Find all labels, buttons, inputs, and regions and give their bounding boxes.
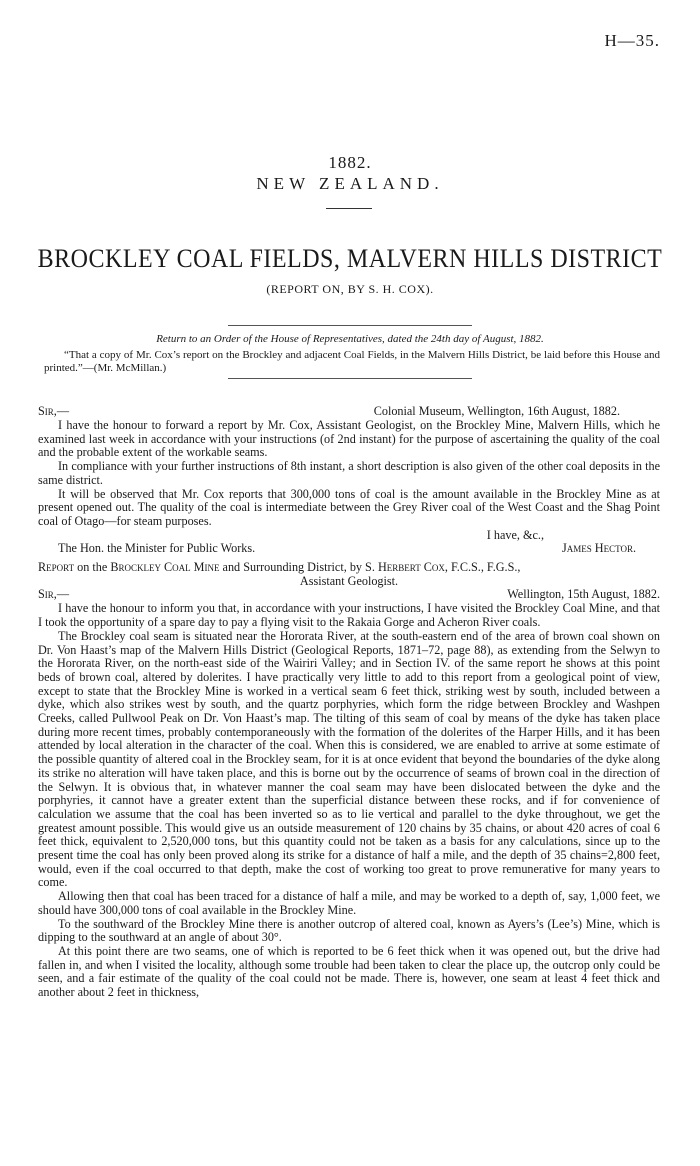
title-divider bbox=[326, 208, 372, 209]
report-cox bbox=[38, 561, 660, 1000]
main-title: BROCKLEY COAL FIELDS, MALVERN HILLS DISTRICT bbox=[37, 244, 663, 274]
paragraph: The Brockley coal seam is situated near the Hororata River, at the south-eastern end of the area of brown coal shown on Dr. Von Haast’s map of the Malvern Hills District (Geological Reports, 1871–72, page 88), as extending from the Selwyn to the Hororata River, on the north-east side of the Wairiri Valley; and in Section IV. of the same report he shows at this point beds of brown coal, altered by dolerites. I have practically very little to add to this report from a geological point of view, except to state that the Brockley Mine is worked in a vertical seam 6 feet thick, striking west by south, included between a dyke, which also strikes west by south, and the quartz porphyries, which form the ridge between Brockley and Washpen Creeks, called Pullwool Peak on Dr. Von Haast’s map. The tilting of this seam of coal by means of the dyke has taken place during more recent times, probably contemporaneously with the formation of the dolerites of the Harper Hills, and it has been attended by local alteration in the character of the coal. When this is considered, we are enabled to arrive at some estimate of the possible quantity of altered coal in the Brockley seam, for it is at once evident that beyond the boundaries of the dyke along its strike no alteration will have taken place, and this is borne out by the occurrence of seams of brown coal in the direction of the Selwyn. It is obvious that, in whatever manner the coal seam may have been dislocated between the dyke and the porphyries, it cannot have a greater extent than the superficial distance between these rocks, and if for convenience of calculation we assume that the coal has been inverted so as to lie vertical and parallel to the dyke throughout, we get the greatest amount possible. This would give us an outside measurement of 120 chains by 35 chains, or about 420 acres of coal 6 feet thick, equivalent to 2,520,000 tons, but this quantity could not be taken as a basis for any calculations, since up to the present time the coal has only been proved along its strike for a distance of half a mile, and the depth of 35 chains=2,800 feet, would, even if the coal occurred to that depth, make the cost of working too great to prove remunerative for many years to come. bbox=[38, 628, 660, 890]
paragraph: At this point there are two seams, one of which is reported to be 6 feet thick when it was opened out, but the drive had fallen in, and when I visited the locality, although some trouble had been taken to clear the place up, the outcrop only could be seen, and a fair estimate of the quality of the coal could not be made. There is, however, one seam at least 4 feet thick and another about 2 feet in thickness, bbox=[38, 943, 660, 1000]
document-country: NEW ZEALAND. bbox=[256, 174, 444, 193]
report-heading-mid: on the bbox=[77, 560, 108, 574]
order-divider-bottom bbox=[228, 378, 472, 379]
document-year: 1882. bbox=[328, 153, 372, 172]
salutation: Sir,— bbox=[38, 587, 70, 602]
salutation: Sir,— bbox=[38, 404, 70, 418]
report-heading-mine: Brockley Coal Mine bbox=[110, 560, 220, 574]
report-heading-suffix: , F.C.S., F.G.S., bbox=[444, 560, 521, 574]
closing: I have, &c., bbox=[486, 527, 544, 542]
paragraph: In compliance with your further instructions of 8th instant, a short description is also given of the other coal deposits in the same district. bbox=[38, 459, 660, 487]
signature-line bbox=[38, 542, 660, 556]
paragraph: I have the honour to inform you that, in accordance with your instructions, I have visited the Brockley Coal Mine, and that I took the opportunity of a spare day to pay a flying visit to the Rakaia Gorge and Acheron River coals. bbox=[38, 601, 660, 630]
addressee: The Hon. the Minister for Public Works. bbox=[58, 541, 256, 556]
letter-hector bbox=[38, 405, 660, 556]
subtitle: (REPORT ON, BY S. H. COX). bbox=[266, 282, 434, 296]
report-heading bbox=[38, 561, 660, 575]
page-number: H—35. bbox=[604, 31, 660, 50]
paragraph: I have the honour to forward a report by Mr. Cox, Assistant Geologist, on the Brockley Mine, Malvern Hills, which he examined last week in accordance with your instructions (of 2nd instant) for the purpose of ascertaining the quality of the coal and the probable extent of the workable seams. bbox=[38, 418, 660, 460]
report-header bbox=[38, 588, 660, 602]
order-divider-top bbox=[228, 325, 472, 326]
paragraph: Allowing then that coal has been traced for a distance of half a mile, and may be worked to a depth of, say, 1,000 feet, we should have 300,000 tons of coal available in the Brockley Mine. bbox=[38, 889, 660, 917]
report-heading-line2: Assistant Geologist. bbox=[299, 573, 399, 588]
place-date: Colonial Museum, Wellington, 16th August, 1882. bbox=[373, 404, 620, 418]
return-order: Return to an Order of the House of Representatives, dated the 24th day of August, 1882. bbox=[156, 333, 544, 345]
report-heading-prefix: Report bbox=[38, 560, 75, 574]
report-heading-rest: and Surrounding District, by S. bbox=[222, 560, 375, 574]
order-quote: “That a copy of Mr. Cox’s report on the Brockley and adjacent Coal Fields, in the Malvern Hills District, be laid before this House and printed.”—(Mr. McMillan.) bbox=[44, 349, 660, 374]
signature: James Hector. bbox=[562, 541, 636, 556]
paragraph: To the southward of the Brockley Mine there is another outcrop of altered coal, known as Ayers’s (Lee’s) Mine, which is dipping to the southward at an angle of about 30°. bbox=[38, 916, 660, 945]
report-heading-author: Herbert Cox bbox=[377, 560, 445, 574]
place-date: Wellington, 15th August, 1882. bbox=[507, 587, 660, 602]
letter-header bbox=[38, 405, 660, 419]
paragraph: It will be observed that Mr. Cox reports that 300,000 tons of coal is the amount available in the Brockley Mine as at present opened out. The quality of the coal is intermediate between the Grey River coal of the West Coast and the Shag Point coal of Otago—for steam purposes. bbox=[38, 486, 660, 528]
